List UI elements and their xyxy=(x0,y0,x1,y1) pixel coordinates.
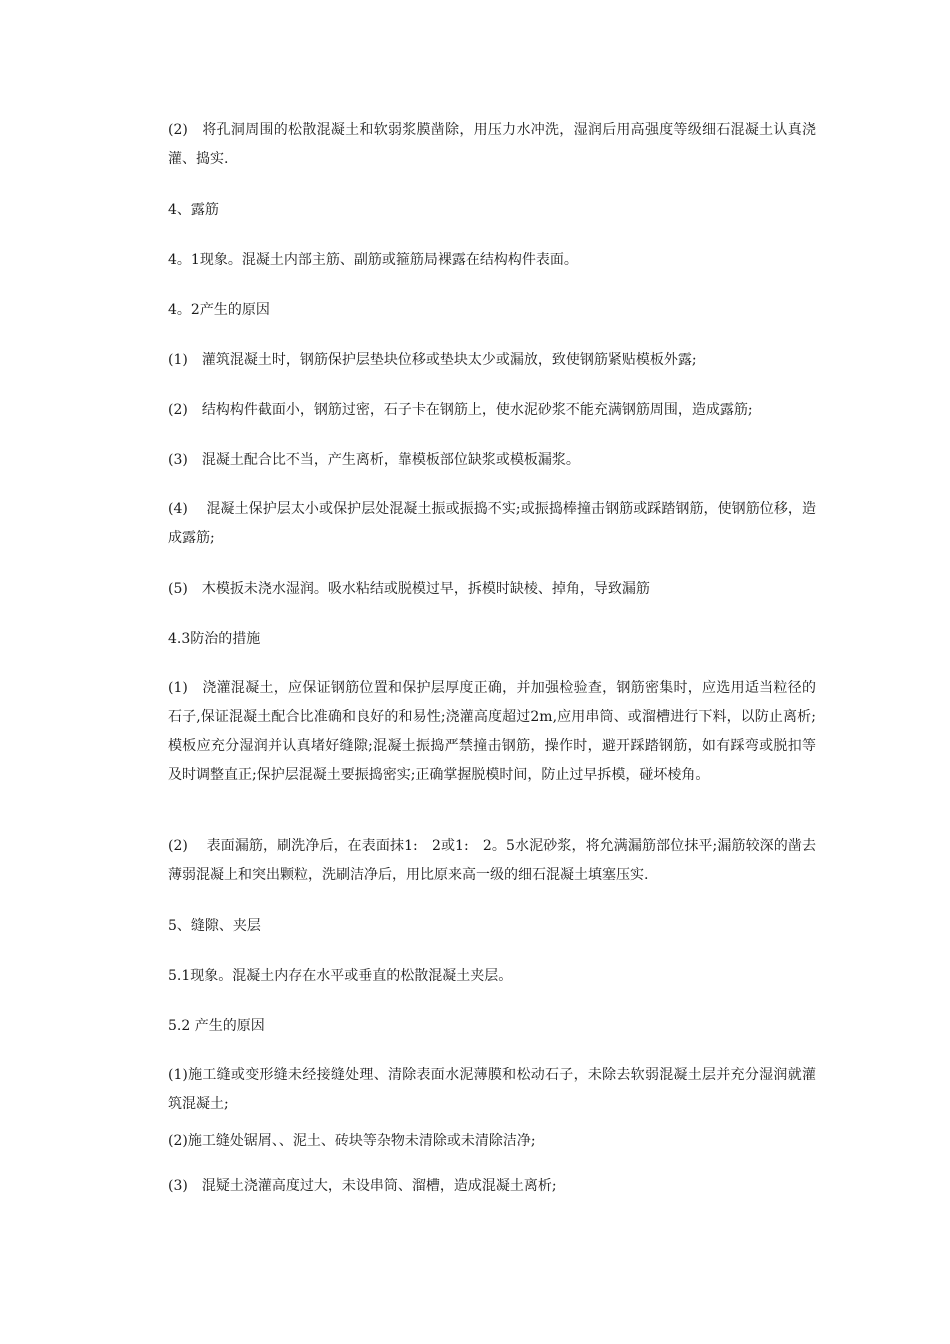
paragraph-gap-cause-2: (2)施工缝处锯屑、、泥土、砖块等杂物未清除或未清除洁净; xyxy=(168,1133,536,1149)
paragraph-cause-2: (2) 结构构件截面小，钢筋过密，石子卡在钢筋上，使水泥砂浆不能充满钢筋周围，造成露筋; xyxy=(168,402,753,418)
paragraph-gap-cause-1: (1)施工缝或变形缝未经接缝处理、清除表面水泥薄膜和松动石子，未除去软弱混凝土层并充分湿润就灌筑混凝土; xyxy=(168,1067,816,1112)
paragraph-gap-cause-3: (3) 混疑土浇灌高度过大，未设串筒、溜槽，造成混凝土离析; xyxy=(168,1178,557,1194)
heading-causes-4-2: 4。2产生的原因 xyxy=(168,302,270,318)
paragraph-phenomenon-4-1: 4。1现象。混凝土内部主筋、副筋或箍筋局裸露在结构构件表面。 xyxy=(168,252,578,268)
paragraph-cause-5: (5) 木模扳未浇水湿润。吸水粘结或脱模过早，拆模时缺棱、掉角，导致漏筋 xyxy=(168,581,650,597)
paragraph-phenomenon-5-1: 5.1现象。混凝土内存在水平或垂直的松散混凝土夹层。 xyxy=(168,968,513,984)
paragraph-cause-4: (4) 混凝土保护层太小或保护层处混凝土振或振捣不实;或振捣棒撞击钢筋或踩踏钢筋，使钢筋位移，造成露筋; xyxy=(168,501,816,546)
paragraph-cause-1: (1) 灌筑混凝土时，钢筋保护层垫块位移或垫块太少或漏放，致使钢筋紧贴模板外露; xyxy=(168,352,697,368)
paragraph-hole-repair: (2) 将孔洞周围的松散混凝土和软弱浆膜凿除，用压力水冲洗，湿润后用高强度等级细石混凝土认真浇灌、捣实. xyxy=(168,122,816,167)
heading-gaps-layers: 5、缝隙、夹层 xyxy=(168,918,261,934)
heading-exposed-rebar: 4、露筋 xyxy=(168,202,219,218)
heading-causes-5-2: 5.2 产生的原因 xyxy=(168,1018,265,1034)
paragraph-prevention-1: (1) 浇灌混凝土，应保证钢筋位置和保护层厚度正确，并加强检验查，钢筋密集时，应选用适当粒径的石子,保证混凝土配合比准确和良好的和易性;浇灌高度超过2m,应用串筒、或溜槽进行下料，以防止离析;模板应充分湿润并认真堵好缝隙;混凝土振捣严禁撞击钢筋，操作时，避开踩踏钢筋，如有踩弯或脱扣等及时调整直正;保护层混凝土要振捣密实;正确掌握脱模时间，防止过早拆模，碰坏棱角。 xyxy=(168,680,816,783)
paragraph-prevention-2: (2) 表面漏筋，刷洗净后，在表面抹1: 2或1: 2。5水泥砂浆，将允满漏筋部位抹平;漏筋较深的凿去薄弱混凝上和突出颗粒，洗刷洁净后，用比原来高一级的细石混凝土填塞压实. xyxy=(168,838,816,883)
paragraph-cause-3: (3) 混凝土配合比不当，产生离析，靠模板部位缺浆或模板漏浆。 xyxy=(168,452,580,468)
heading-prevention-4-3: 4.3防治的措施 xyxy=(168,631,261,647)
